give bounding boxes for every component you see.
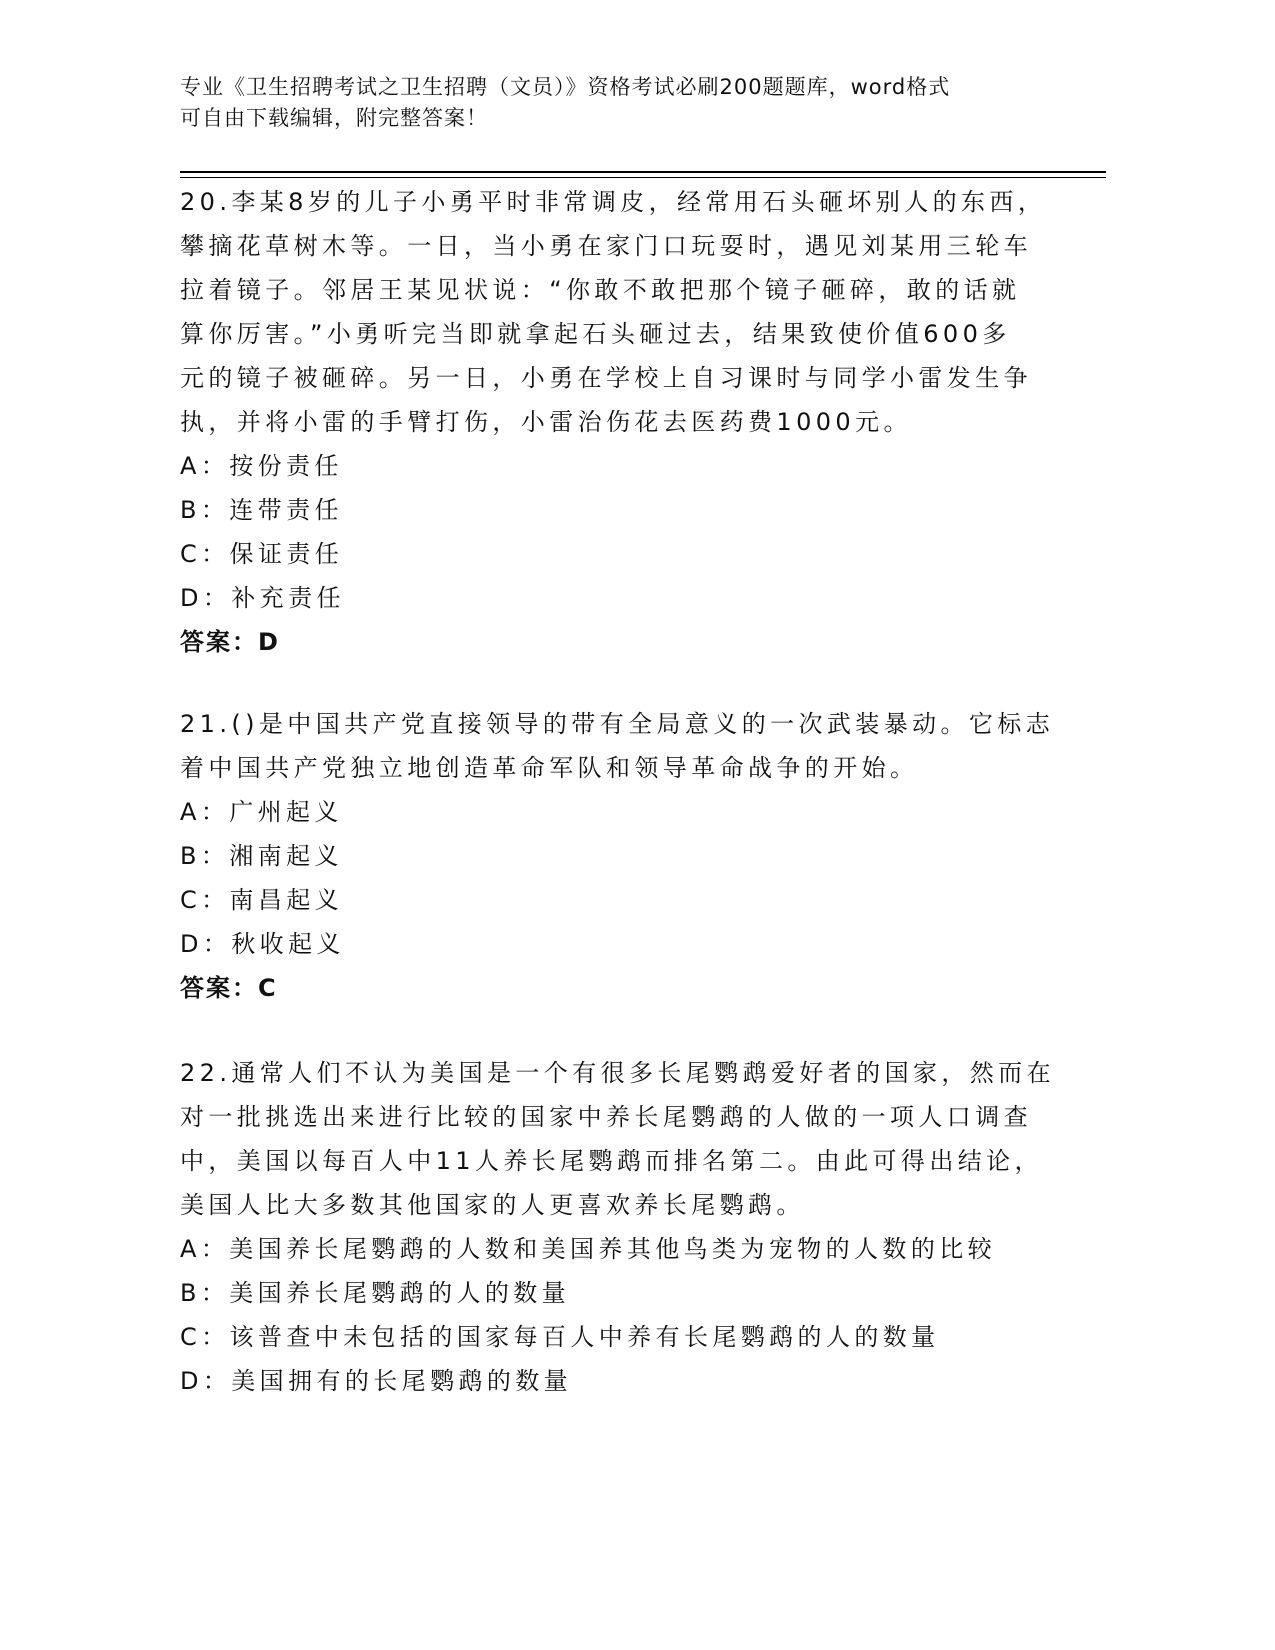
document-header	[180, 72, 1040, 134]
option-a: A：美国养长尾鹦鹉的人数和美国养其他鸟类为宠物的人数的比较	[180, 1235, 997, 1263]
answer: 答案：D	[180, 628, 280, 656]
question-21	[180, 702, 1060, 1010]
question-text: 22.通常人们不认为美国是一个有很多长尾鹦鹉爱好者的国家，然而在	[180, 1059, 1055, 1087]
option-b: B：连带责任	[180, 496, 343, 524]
question-text: 对一批挑选出来进行比较的国家中养长尾鹦鹉的人做的一项人口调查	[180, 1103, 1032, 1131]
question-text: 元的镜子被砸碎。另一日，小勇在学校上自习课时与同学小雷发生争	[180, 364, 1032, 392]
option-b: B：湘南起义	[180, 842, 343, 870]
option-c: C：该普查中未包括的国家每百人中养有长尾鹦鹉的人的数量	[180, 1323, 940, 1351]
question-text: 中，美国以每百人中11人养长尾鹦鹉而排名第二。由此可得出结论，	[180, 1147, 1043, 1175]
question-text: 拉着镜子。邻居王某见状说：“你敢不敢把那个镜子砸碎，敢的话就	[180, 276, 1021, 304]
option-d: D：秋收起义	[180, 930, 345, 958]
header-line: 专业《卫生招聘考试之卫生招聘（文员）》资格考试必刷200题题库，word格式	[180, 75, 951, 99]
header-divider-thin	[180, 177, 1106, 178]
question-text: 攀摘花草树木等。一日，当小勇在家门口玩耍时，遇见刘某用三轮车	[180, 232, 1032, 260]
option-c: C：保证责任	[180, 540, 344, 568]
question-text: 美国人比大多数其他国家的人更喜欢养长尾鹦鹉。	[180, 1191, 805, 1219]
header-line: 可自由下载编辑，附完整答案！	[180, 106, 488, 130]
question-20	[180, 180, 1060, 664]
option-b: B：美国养长尾鹦鹉的人的数量	[180, 1279, 571, 1307]
option-d: D：美国拥有的长尾鹦鹉的数量	[180, 1367, 573, 1395]
question-text: 算你厉害。”小勇听完当即就拿起石头砸过去，结果致使价值600多	[180, 320, 1011, 348]
question-22	[180, 1051, 1060, 1403]
question-text: 21.()是中国共产党直接领导的带有全局意义的一次武装暴动。它标志	[180, 710, 1055, 738]
question-text: 20.李某8岁的儿子小勇平时非常调皮，经常用石头砸坏别人的东西，	[180, 188, 1047, 216]
question-text: 执，并将小雷的手臂打伤，小雷治伤花去医药费1000元。	[180, 408, 912, 436]
header-divider-thick	[180, 171, 1106, 173]
option-c: C：南昌起义	[180, 886, 344, 914]
option-a: A：广州起义	[180, 798, 343, 826]
question-text: 着中国共产党独立地创造革命军队和领导革命战争的开始。	[180, 754, 919, 782]
answer: 答案：C	[180, 974, 278, 1002]
option-d: D：补充责任	[180, 584, 345, 612]
option-a: A：按份责任	[180, 452, 343, 480]
